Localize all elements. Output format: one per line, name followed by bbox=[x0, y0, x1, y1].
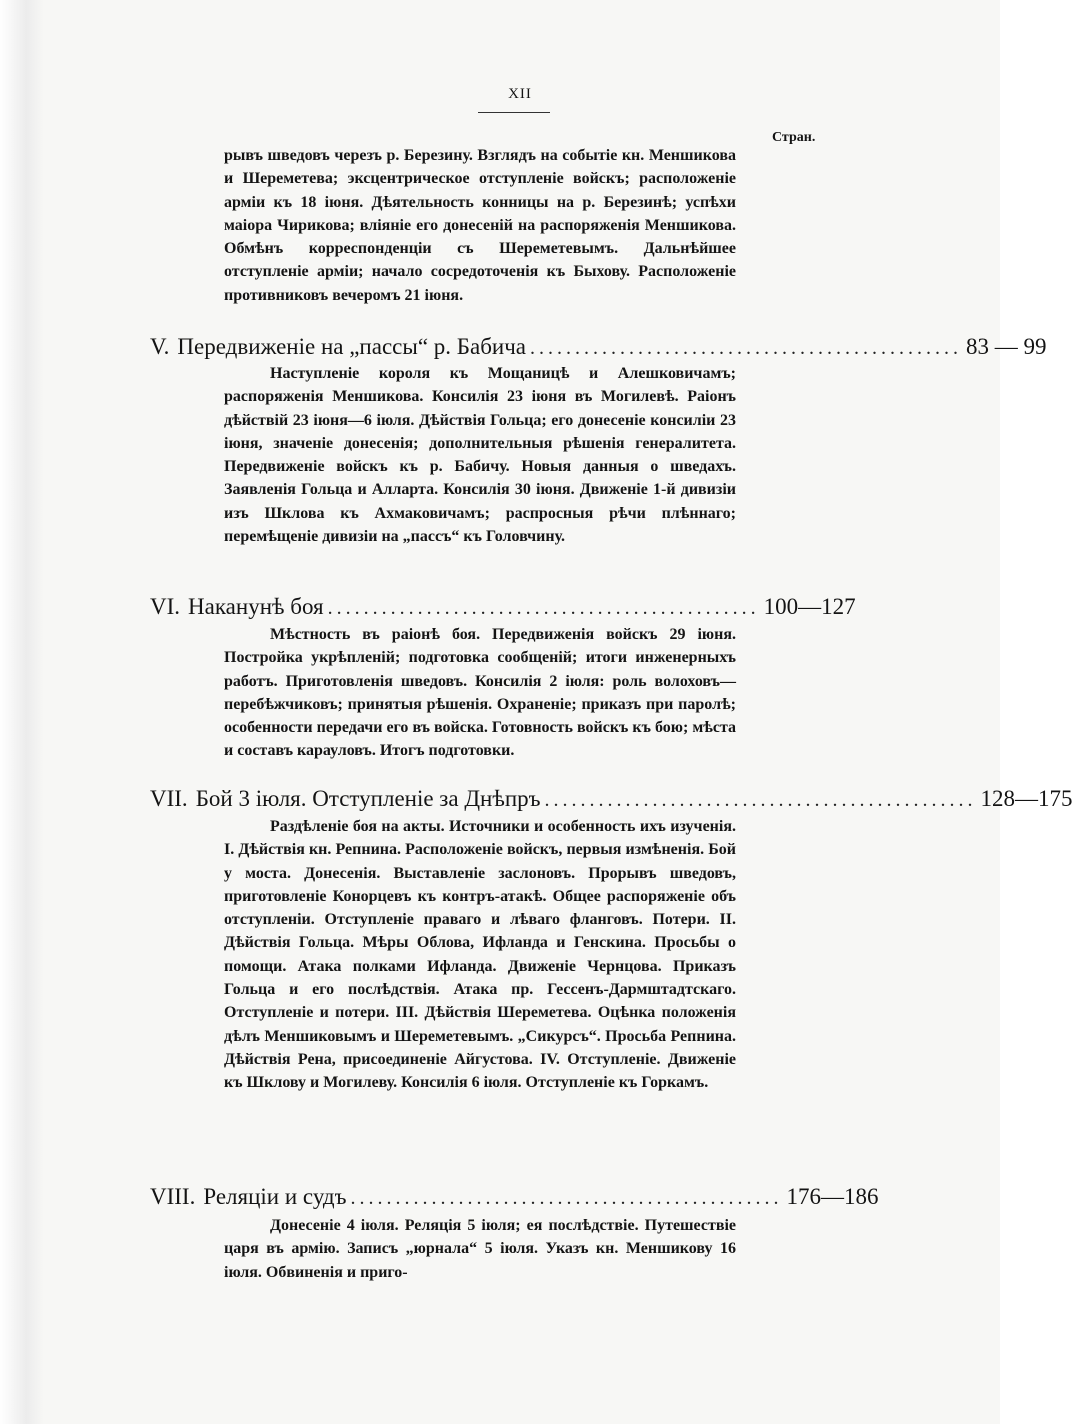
toc-chapter-vi bbox=[150, 594, 856, 622]
pages-column-header: Стран. bbox=[772, 130, 816, 145]
chapter-title: Передвиженіе на „пассы“ р. Бабича bbox=[177, 334, 526, 359]
chapter-pages: 176—186 bbox=[786, 1184, 879, 1209]
toc-chapter-viii bbox=[150, 1184, 879, 1212]
page-edge-shadow bbox=[0, 0, 44, 1424]
paragraph-text: рывъ шведовъ черезъ р. Березину. Взглядъ на событіе кн. Меншикова и Шереметева; эксцентрическое отступленіе войскъ; расположеніе арміи къ 18 іюня. Дѣятельность конницы на р. Березинѣ; успѣхи маіора Чирикова; вліяніе его донесеній на распоряженія Меншикова. Обмѣнъ корреспонденціи съ Шереметевымъ. Дальнѣйшее отступленіе арміи; начало сосредоточенія къ Быхову. Расположеніе противниковъ вечеромъ 21 іюня. bbox=[224, 147, 736, 304]
chapter-number: VIII. bbox=[150, 1184, 196, 1209]
page-number: XII bbox=[508, 86, 532, 102]
chapter-title: Наканунѣ боя bbox=[188, 594, 324, 619]
paragraph-text: Донесеніе 4 іюля. Реляція 5 іюля; ея послѣдствіе. Путешествіе царя въ армію. Записъ „юрнала“ 5 іюля. Указъ кн. Меншикову 16 іюля. Обвиненія и приго- bbox=[224, 1217, 736, 1281]
toc-paragraph-v bbox=[224, 362, 736, 548]
chapter-number: VI. bbox=[150, 594, 181, 619]
toc-chapter-vii bbox=[150, 786, 1073, 814]
toc-paragraph-continued bbox=[224, 144, 736, 307]
chapter-pages: 128—175 bbox=[980, 786, 1073, 811]
paragraph-text: Наступленіе короля къ Мощаницѣ и Алешковичамъ; распоряженія Меншикова. Консилія 23 іюня въ Могилевѣ. Раіонъ дѣйствій 23 іюня—6 іюля. Дѣйствія Гольца; его донесеніе консиліи 23 іюня, значеніе донесенія; дополнительныя рѣшенія генералитета. Передвиженіе войскъ къ р. Бабичу. Новыя данныя о шведахъ. Заявленія Гольца и Алларта. Консилія 30 іюня. Движеніе 1-й дивизіи изъ Шклова къ Ахмаковичамъ; распросныя рѣчи плѣннаго; перемѣщеніе дивизіи на „пассъ“ къ Головчину. bbox=[224, 365, 736, 546]
page-number-rule bbox=[478, 112, 550, 113]
paragraph-text: Раздѣленіе боя на акты. Источники и особенность ихъ изученія. I. Дѣйствія кн. Репнина. Расположеніе войскъ, первыя измѣненія. Бой у моста. Донесенія. Выставленіе заслоновъ. Прорывъ шведовъ, приготовленіе Конорцевъ къ контръ-атакѣ. Общее распоряженіе объ отступленіи. Отступленіе праваго и лѣваго фланговъ. Потери. II. Дѣйствія Гольца. Мѣры Облова, Ифланда и Генскина. Просьбы о помощи. Атака полками Ифланда. Движеніе Чернцова. Приказъ Гольца и его послѣдствія. Атака пр. Гессенъ-Дармштадтскаго. Отступленіе и потери. III. Дѣйствія Шереметева. Оцѣнка положенія дѣлъ Меншиковымъ и Шереметевымъ. „Сикурсъ“. Просьба Репнина. Дѣйствія Рена, присоединеніе Айгустова. IV. Отступленіе. Движеніе къ Шклову и Могилеву. Консилія 6 іюля. Отступленіе къ Горкамъ. bbox=[224, 818, 736, 1092]
leader-dots: ................................................ bbox=[327, 597, 760, 619]
leader-dots: ................................................ bbox=[350, 1187, 783, 1209]
toc-paragraph-vii bbox=[224, 815, 736, 1095]
chapter-title: Реляціи и судъ bbox=[203, 1184, 347, 1209]
chapter-number: VII. bbox=[150, 786, 188, 811]
chapter-number: V. bbox=[150, 334, 170, 359]
toc-paragraph-viii bbox=[224, 1214, 736, 1284]
chapter-pages: 83 — 99 bbox=[965, 334, 1047, 359]
paragraph-text: Мѣстность въ раіонѣ боя. Передвиженія войскъ 29 іюня. Постройка укрѣпленій; подготовка сообщеній; итоги инженерныхъ работъ. Приготовленія шведовъ. Консилія 2 іюля: роль волоховъ—перебѣжчиковъ; принятыя рѣшенія. Охраненіе; приказъ при паролѣ; особенности передачи его въ войска. Готовность войскъ къ бою; мѣста и составъ карауловъ. Итогъ подготовки. bbox=[224, 626, 736, 760]
chapter-pages: 100—127 bbox=[763, 594, 856, 619]
toc-paragraph-vi bbox=[224, 623, 736, 763]
leader-dots: ................................................ bbox=[529, 337, 962, 359]
toc-chapter-v bbox=[150, 334, 1047, 362]
chapter-title: Бой 3 іюля. Отступленіе за Днѣпръ bbox=[195, 786, 541, 811]
leader-dots: ................................................ bbox=[544, 789, 977, 811]
